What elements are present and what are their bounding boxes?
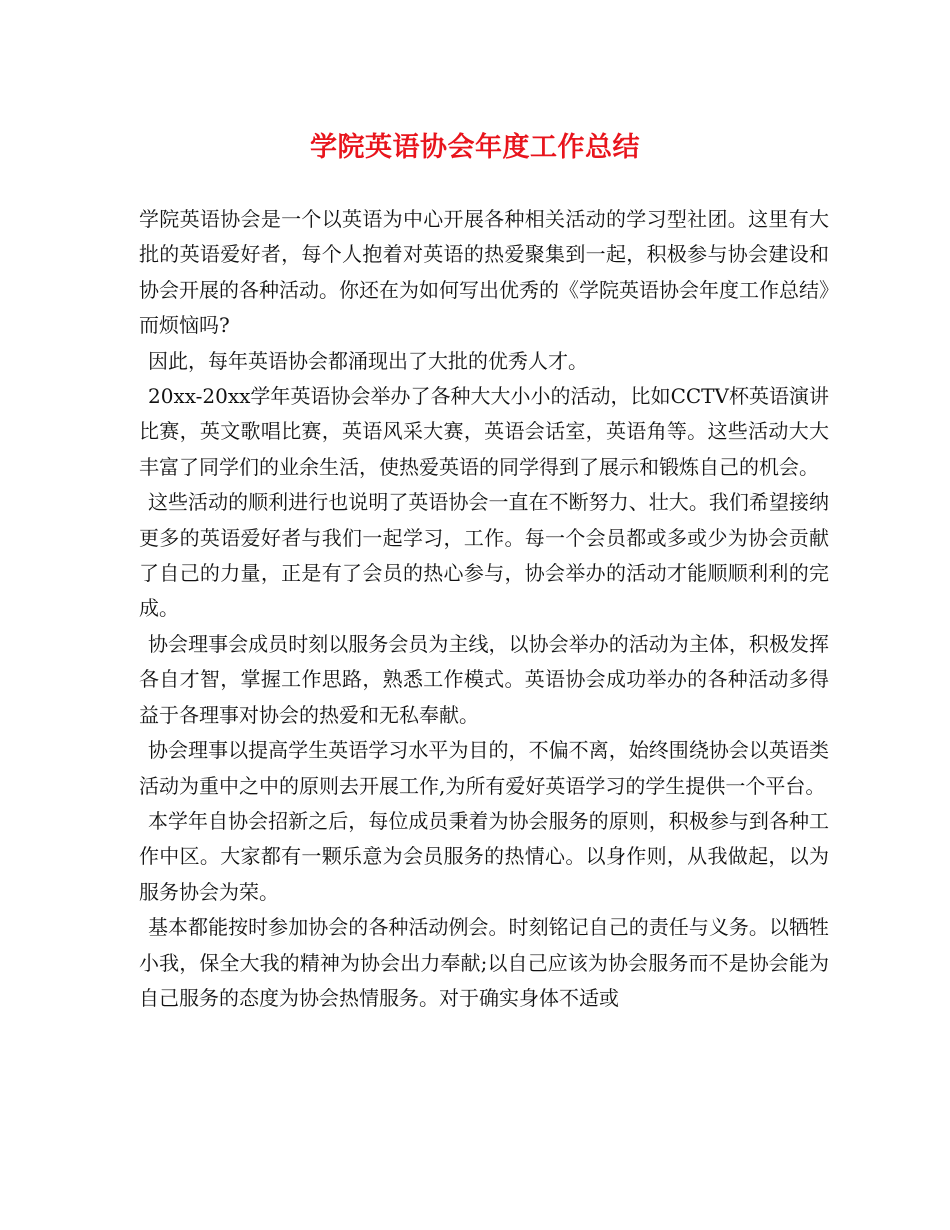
- paragraph-talent: 因此，每年英语协会都涌现出了大批的优秀人才。: [148, 348, 588, 373]
- document-title: 学院英语协会年度工作总结: [310, 132, 640, 163]
- paragraph-activities: 20xx-20xx学年英语协会举办了各种大大小小的活动，比如CCTV杯英语演讲比赛，英文歌唱比赛，英语风采大赛，英语会话室，英语角等。这些活动大大丰富了同学们的业余生活，使热爱英语的同学得到了展示和锻炼自己的机会。: [139, 384, 829, 479]
- paragraph-purpose: 协会理事以提高学生英语学习水平为目的，不偏不离，始终围绕协会以英语类活动为重中之中的原则去开展工作,为所有爱好英语学习的学生提供一个平台。: [139, 738, 829, 798]
- paragraph-intro: 学院英语协会是一个以英语为中心开展各种相关活动的学习型社团。这里有大批的英语爱好者，每个人抱着对英语的热爱聚集到一起，积极参与协会建设和协会开展的各种活动。你还在为如何写出优秀的《学院英语协会年度工作总结》而烦恼吗?: [139, 207, 829, 338]
- paragraph-attendance: 基本都能按时参加协会的各种活动例会。时刻铭记自己的责任与义务。以牺牲小我，保全大我的精神为协会出力奉献;以自己应该为协会服务而不是协会能为自己服务的态度为协会热情服务。对于确实身体不适或: [139, 915, 829, 1010]
- paragraph-members: 本学年自协会招新之后，每位成员秉着为协会服务的原则，积极参与到各种工作中区。大家都有一颗乐意为会员服务的热情心。以身作则，从我做起，以为服务协会为荣。: [139, 808, 829, 904]
- paragraph-council: 协会理事会成员时刻以服务会员为主线，以协会举办的活动为主体，积极发挥各自才智，掌握工作思路，熟悉工作模式。英语协会成功举办的各种活动多得益于各理事对协会的热爱和无私奉献。: [139, 631, 829, 727]
- document-body: [139, 202, 829, 1016]
- paragraph-growth: 这些活动的顺利进行也说明了英语协会一直在不断努力、壮大。我们希望接纳更多的英语爱好者与我们一起学习，工作。每一个会员都或多或少为协会贡献了自己的力量，正是有了会员的热心参与，协会举办的活动才能顺顺利利的完成。: [139, 490, 829, 621]
